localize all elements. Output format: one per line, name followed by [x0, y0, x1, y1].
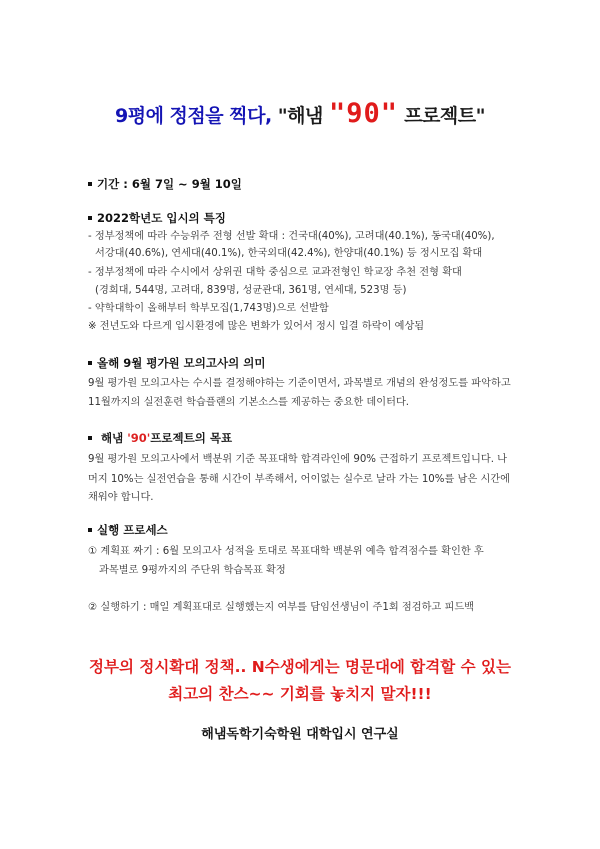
slogan-line1: 정부의 정시확대 정책.. N수생에게는 명문대에 합격할 수 있는 [89, 658, 511, 676]
features-line: - 정부정책에 따라 수능위주 전형 선발 확대 : 건국대(40%), 고려대(40.1%), 동국대(40%), [88, 231, 495, 242]
goal-heading-post: 프로젝트의 목표 [150, 431, 233, 445]
period-heading-text: 기간 : 6월 7일 ~ 9월 10일 [97, 177, 242, 191]
footer-org: 해냄독학기숙학원 대학입시 연구실 [201, 727, 399, 742]
process-heading-text: 실행 프로세스 [97, 523, 168, 537]
process-step: ① 계획표 짜기 : 6월 모의고사 성적을 토대로 목표대학 백분위 예측 합격점수를 확인한 후 [88, 546, 484, 557]
slogan-line2: 최고의 찬스~~ 기회를 놓치지 말자!!! [168, 685, 432, 703]
title-part1: 9평에 정점을 찍다, [115, 105, 278, 127]
goal-heading-pre: 해냄 [97, 431, 128, 445]
title-number: "90" [329, 98, 399, 129]
process-heading [88, 522, 168, 538]
square-bullet-icon [88, 216, 92, 220]
features-line: - 정부정책에 따라 수시에서 상위권 대학 중심으로 교과전형인 학교장 추천 전형 확대 [88, 267, 462, 278]
process-step: ② 실행하기 : 매일 계획표대로 실행했는지 여부를 담임선생님이 주1회 점검하고 피드백 [88, 602, 475, 613]
meaning-heading [88, 355, 265, 371]
features-heading-text: 2022학년도 입시의 특징 [97, 211, 226, 225]
features-line: 서강대(40.6%), 연세대(40.1%), 한국외대(42.4%), 한양대(40.1%) 등 정시모집 확대 [95, 248, 483, 259]
page-title [0, 98, 600, 129]
features-heading [88, 210, 226, 226]
title-part2: "해냄 [277, 105, 330, 127]
goal-heading-quoted: '90' [127, 431, 151, 445]
title-part3: 프로젝트" [398, 105, 485, 127]
goal-line: 채워야 합니다. [88, 492, 154, 503]
goal-heading [88, 430, 232, 446]
square-bullet-icon [88, 361, 92, 365]
features-line: - 약학대학이 올해부터 학부모집(1,743명)으로 선발함 [88, 303, 329, 314]
meaning-line: 11월까지의 실전훈련 학습플랜의 기본소스를 제공하는 중요한 데이터다. [88, 397, 410, 408]
square-bullet-icon [88, 182, 92, 186]
square-bullet-icon [88, 528, 92, 532]
meaning-heading-text: 올해 9월 평가원 모의고사의 의미 [97, 356, 266, 370]
meaning-line: 9월 평가원 모의고사는 수시를 결정해야하는 기준이면서, 과목별로 개념의 완성정도를 파악하고 [88, 378, 511, 389]
goal-line: 머지 10%는 실전연습을 통해 시간이 부족해서, 어이없는 실수로 날라 가는 10%를 남은 시간에 [88, 474, 510, 485]
process-step: 과목별로 9평까지의 주단위 학습목표 확정 [99, 565, 286, 576]
features-note: ※ 전년도와 다르게 입시환경에 많은 변화가 있어서 정시 입결 하락이 예상됨 [88, 321, 425, 332]
period-heading [88, 176, 242, 192]
features-line: (경희대, 544명, 고려대, 839명, 성균관대, 361명, 연세대, 523명 등) [95, 285, 407, 296]
square-bullet-icon [88, 436, 92, 440]
goal-line: 9월 평가원 모의고사에서 백분위 기준 목표대학 합격라인에 90% 근접하기 프로젝트입니다. 나 [88, 454, 508, 465]
